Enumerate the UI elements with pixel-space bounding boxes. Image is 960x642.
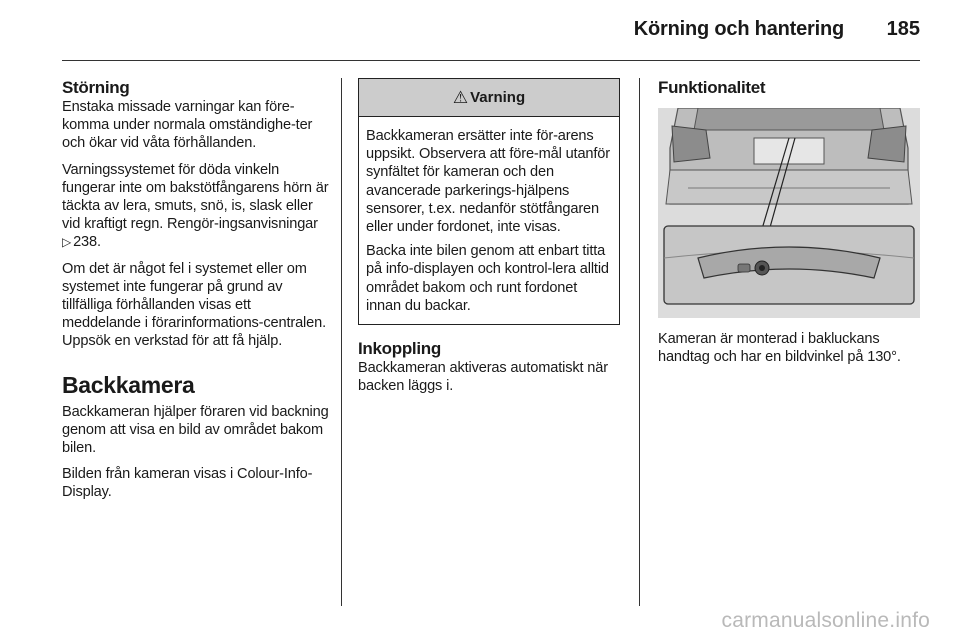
running-header-title: Körning och hantering	[633, 18, 844, 40]
column-divider-2	[639, 78, 640, 606]
storning-heading: Störning	[62, 78, 130, 97]
page-reference-arrow-icon: ▷	[62, 235, 72, 250]
column-1	[62, 78, 332, 502]
column-2	[358, 78, 622, 395]
funktionalitet-heading: Funktionalitet	[658, 78, 766, 97]
header-rule	[62, 60, 920, 61]
backkamera-paragraph-1: Backkameran hjälper föraren vid backning genom att visa en bild av området bakom bilen.	[62, 403, 329, 457]
warning-paragraph-1: Backkameran ersätter inte för-arens uppsikt. Observera att före-mål utanför synfältet för kameran och den avancerade parkerings-hjälpens sensorer, t.ex. nedanför stötfångaren eller under fordonet, inte visas.	[366, 128, 610, 236]
storning-paragraph-2-text: Varningssystemet för döda vinkeln fungerar inte om bakstötfångarens hörn är täckta av lera, smuts, snö, is, slask eller vid kraftigt regn. Rengör-ingsanvisningar	[62, 161, 329, 233]
warning-paragraph-2: Backa inte bilen genom att enbart titta på info-displayen och kontrol-lera alltid området bakom och runt fordonet innan du backar.	[366, 243, 609, 314]
storning-paragraph-1: Enstaka missade varningar kan före-komma under normala omständighe-ter och ökar vid våta förhållanden.	[62, 99, 313, 152]
storning-paragraph-3: Om det är något fel i systemet eller om systemet inte fungerar på grund av tillfälliga förhållanden visas ett meddelande i förarinformations-centralen. Uppsök en verkstad för att få hjälp.	[62, 260, 326, 350]
page-reference-link[interactable]: 238.	[73, 234, 101, 251]
backkamera-paragraph-2: Bilden från kameran visas i Colour-Info-Display.	[62, 466, 313, 501]
warning-body	[359, 117, 619, 324]
storning-paragraph-2	[62, 161, 332, 252]
watermark: carmanualsonline.info	[721, 609, 930, 632]
funktionalitet-paragraph: Kameran är monterad i bakluckans handtag och har en bildvinkel på 130°.	[658, 331, 901, 366]
rear-camera-illustration	[658, 108, 920, 318]
warning-box	[358, 78, 620, 325]
column-divider-1	[341, 78, 342, 606]
inkoppling-heading: Inkoppling	[358, 339, 441, 359]
warning-triangle-icon: ⚠	[452, 87, 469, 107]
inkoppling-paragraph: Backkameran aktiveras automatiskt när backen läggs i.	[358, 360, 608, 395]
warning-title: Varning	[470, 89, 526, 106]
backkamera-heading: Backkamera	[62, 371, 195, 398]
column-3	[658, 78, 920, 366]
car-rear-svg	[658, 108, 920, 318]
page-number: 185	[886, 18, 920, 40]
warning-header	[359, 79, 619, 117]
